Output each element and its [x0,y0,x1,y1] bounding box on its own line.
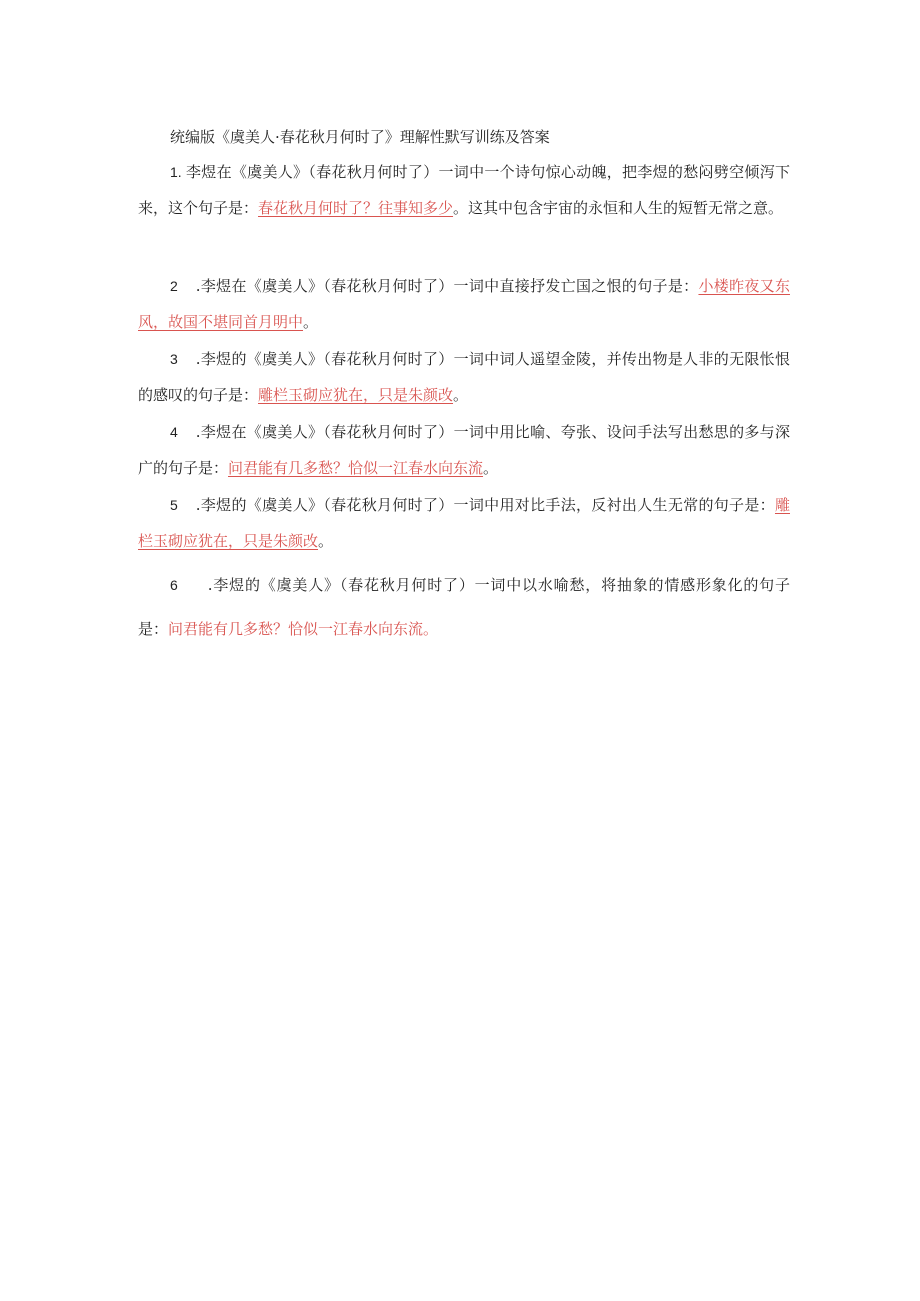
question-number: 6 [170,577,178,593]
question-suffix: 。这其中包含宇宙的永恒和人生的短暂无常之意。 [453,199,784,217]
question-4 [138,414,790,486]
answer-text: 小楼昨夜又东风，故国不堪同首月明中 [138,277,790,331]
question-prompt: .李煜在《虞美人》（春花秋月何时了）一词中直接抒发亡国之恨的句子是： [195,277,699,295]
document-title: 统编版《虞美人·春花秋月何时了》理解性默写训练及答案 [170,128,550,146]
question-prompt: 李煜在《虞美人》（春花秋月何时了）一词中一个诗句惊心动魄，把李煜的愁闷劈空倾泻下来，这个句子是： [138,163,790,217]
question-number: 5 [170,497,178,513]
answer-text: 问君能有几多愁？恰似一江春水向东流 [228,459,484,477]
question-6 [138,563,790,651]
question-prompt: .李煜在《虞美人》（春花秋月何时了）一词中用比喻、夸张、设问手法写出愁思的多与深广的句子是： [138,423,790,477]
question-suffix: 。 [318,532,334,550]
question-suffix: 。 [483,459,499,477]
question-2 [138,268,790,340]
question-number: 1. [170,164,182,180]
question-suffix: 。 [303,313,319,331]
question-prompt: .李煜的《虞美人》（春花秋月何时了）一词中词人遥望金陵，并传出物是人非的无限怅恨的感叹的句子是： [138,350,790,404]
question-number: 3 [170,351,178,367]
answer-text: 春花秋月何时了？往事知多少 [258,199,454,217]
question-3 [138,341,790,413]
question-number: 4 [170,424,178,440]
answer-text: 雕栏玉砌应犹在，只是朱颜改 [258,386,454,404]
question-prompt: .李煜的《虞美人》（春花秋月何时了）一词中以水喻愁，将抽象的情感形象化的句子是： [138,576,790,638]
question-suffix: 。 [453,386,469,404]
question-1 [138,154,790,226]
question-prompt: .李煜的《虞美人》（春花秋月何时了）一词中用对比手法，反衬出人生无常的句子是： [195,496,775,514]
answer-text: 雕栏玉砌应犹在，只是朱颜改 [138,496,790,550]
question-number: 2 [170,278,178,294]
question-5 [138,487,790,559]
answer-text: 问君能有几多愁？恰似一江春水向东流。 [168,620,439,638]
